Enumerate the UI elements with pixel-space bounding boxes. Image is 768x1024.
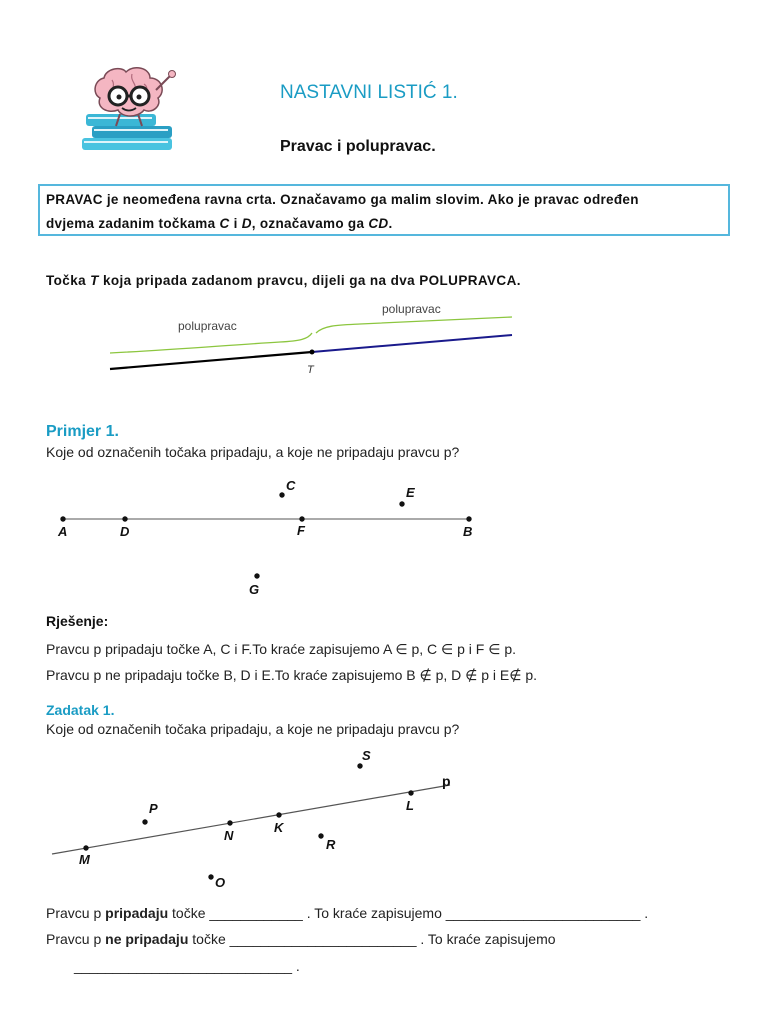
point-m-dot — [83, 845, 88, 850]
example-heading: Primjer 1. — [46, 423, 119, 440]
task-heading: Zadatak 1. — [46, 702, 115, 718]
line-p-label: p — [442, 773, 451, 789]
solution-line-2: Pravcu p ne pripadaju točke B, D i E.To kraće zapisujemo B ∉ p, D ∉ p i E∉ p. — [46, 667, 538, 683]
point-s-label: S — [362, 748, 371, 763]
point-e-dot — [399, 501, 404, 506]
definition-line-1: PRAVAC je neomeđena ravna crta. Označavamo ga malim slovim. Ako je pravac određen — [46, 192, 639, 207]
ray-figure — [100, 295, 520, 380]
point-o-label: O — [215, 875, 226, 890]
worksheet-subtitle: Pravac i polupravac. — [280, 138, 436, 155]
example-question: Koje od označenih točaka pripadaju, a koje ne pripadaju pravcu p? — [46, 444, 460, 460]
point-r-dot — [318, 833, 323, 838]
point-b-label: B — [463, 524, 473, 539]
point-s-dot — [357, 763, 362, 768]
example-figure — [40, 470, 500, 605]
point-f-label: F — [297, 523, 305, 538]
point-c-dot — [279, 492, 284, 497]
fill-in-line-1: Pravcu p pripadaju točke ____________ . To kraće zapisujemo _________________________ . — [46, 905, 649, 921]
definition-box — [38, 184, 730, 236]
right-ray — [312, 335, 512, 352]
left-ray-label: polupravac — [178, 319, 237, 333]
solution-heading: Rješenje: — [46, 613, 109, 629]
left-ray — [110, 352, 312, 369]
point-b-dot — [466, 516, 471, 521]
worksheet-title: NASTAVNI LISTIĆ 1. — [280, 82, 458, 103]
point-p-dot — [142, 819, 147, 824]
brain-books-logo — [78, 60, 190, 160]
point-t-dot — [310, 350, 315, 355]
right-brace — [316, 317, 512, 333]
point-f-dot — [299, 516, 304, 521]
point-m-label: M — [79, 852, 90, 867]
ray-definition-text: Točka T koja pripada zadanom pravcu, dijeli ga na dva POLUPRAVCA. — [46, 273, 521, 288]
point-a-label: A — [58, 524, 68, 539]
point-p-label: P — [149, 801, 158, 816]
fill-in-line-2: Pravcu p ne pripadaju točke ________________________ . To kraće zapisujemo — [46, 931, 556, 947]
definition-line-2: dvjema zadanim točkama C i D, označavamo ga CD. — [46, 216, 393, 231]
line-p-task — [52, 785, 450, 854]
point-n-dot — [227, 820, 232, 825]
point-g-label: G — [249, 582, 260, 597]
point-k-dot — [276, 812, 281, 817]
task-figure — [46, 742, 466, 892]
point-d-dot — [122, 516, 127, 521]
task-question: Koje od označenih točaka pripadaju, a koje ne pripadaju pravcu p? — [46, 721, 460, 737]
point-e-label: E — [406, 485, 415, 500]
point-n-label: N — [224, 828, 234, 843]
point-k-label: K — [274, 820, 284, 835]
point-c-label: C — [286, 478, 296, 493]
point-o-dot — [208, 874, 213, 879]
point-d-label: D — [120, 524, 130, 539]
right-ray-label: polupravac — [382, 302, 441, 316]
point-a-dot — [60, 516, 65, 521]
left-brace — [110, 333, 312, 353]
point-r-label: R — [326, 837, 336, 852]
point-g-dot — [254, 573, 259, 578]
fill-in-line-3: ____________________________ . — [74, 958, 300, 974]
solution-line-1: Pravcu p pripadaju točke A, C i F.To kraće zapisujemo A ∈ p, C ∈ p i F ∈ p. — [46, 641, 517, 657]
point-l-label: L — [406, 798, 414, 813]
point-l-dot — [408, 790, 413, 795]
point-t-label: T — [307, 364, 314, 376]
